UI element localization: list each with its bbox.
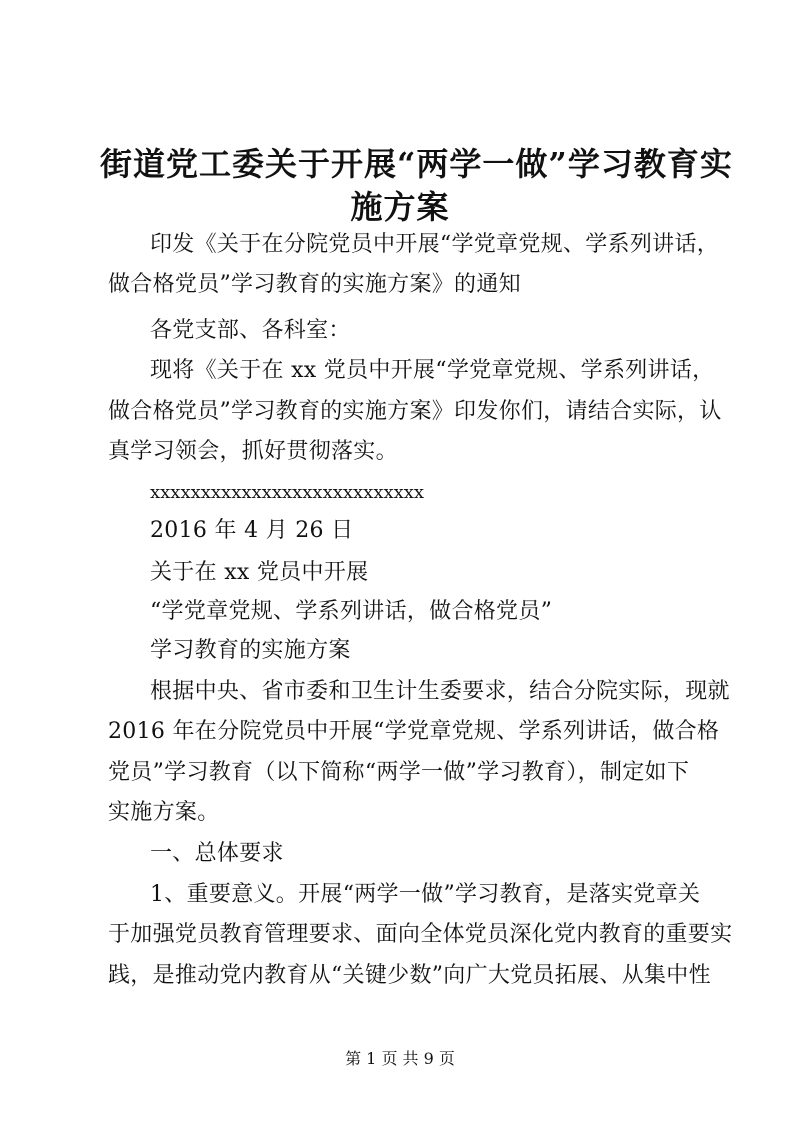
body-paragraph-3-line-3: 践，是推动党内教育从“关键少数”向广大党员拓展、从集中性 [108, 963, 711, 988]
issue-date: 2016 年 4 月 26 日 [150, 518, 354, 543]
body-paragraph-2-line-4: 实施方案。 [108, 800, 220, 825]
body-paragraph-1-line-1: 现将《关于在 xx 党员中开展“学党章党规、学系列讲话， [150, 358, 715, 383]
page-footer [0, 1049, 800, 1069]
body-paragraph-1-line-2: 做合格党员”学习教育的实施方案》印发你们，请结合实际，认 [108, 399, 722, 424]
notice-line-2: 做合格党员”学习教育的实施方案》的通知 [108, 272, 521, 297]
document-title-line-1: 街道党工委关于开展“两学一做”学习教育实 [100, 145, 733, 183]
page-number-label: 第 1 页 共 9 页 [345, 1049, 455, 1068]
signer: xxxxxxxxxxxxxxxxxxxxxxxxxxx [150, 482, 425, 503]
body-paragraph-2-line-3: 党员”学习教育（以下简称“两学一做”学习教育），制定如下 [108, 760, 690, 785]
plan-subtitle-line-1: 关于在 xx 党员中开展 [150, 560, 369, 585]
body-paragraph-2-line-2: 2016 年在分院党员中开展“学党章党规、学系列讲话，做合格 [108, 719, 720, 744]
salutation: 各党支部、各科室： [150, 318, 351, 343]
plan-subtitle-line-2: “学党章党规、学系列讲话，做合格党员” [150, 599, 553, 624]
body-paragraph-3-line-1: 1、重要意义。开展“两学一做”学习教育，是落实党章关 [150, 882, 701, 907]
body-paragraph-2-line-1: 根据中央、省市委和卫生计生委要求，结合分院实际，现就 [150, 679, 730, 704]
section-heading-general-requirements: 一、总体要求 [150, 841, 284, 866]
notice-line-1: 印发《关于在分院党员中开展“学党章党规、学系列讲话， [150, 232, 720, 257]
document-title-line-2: 施方案 [350, 188, 450, 226]
plan-subtitle-line-3: 学习教育的实施方案 [150, 638, 351, 663]
body-paragraph-1-line-3: 真学习领会，抓好贯彻落实。 [108, 439, 398, 464]
body-paragraph-3-line-2: 于加强党员教育管理要求、面向全体党员深化党内教育的重要实 [108, 922, 733, 947]
